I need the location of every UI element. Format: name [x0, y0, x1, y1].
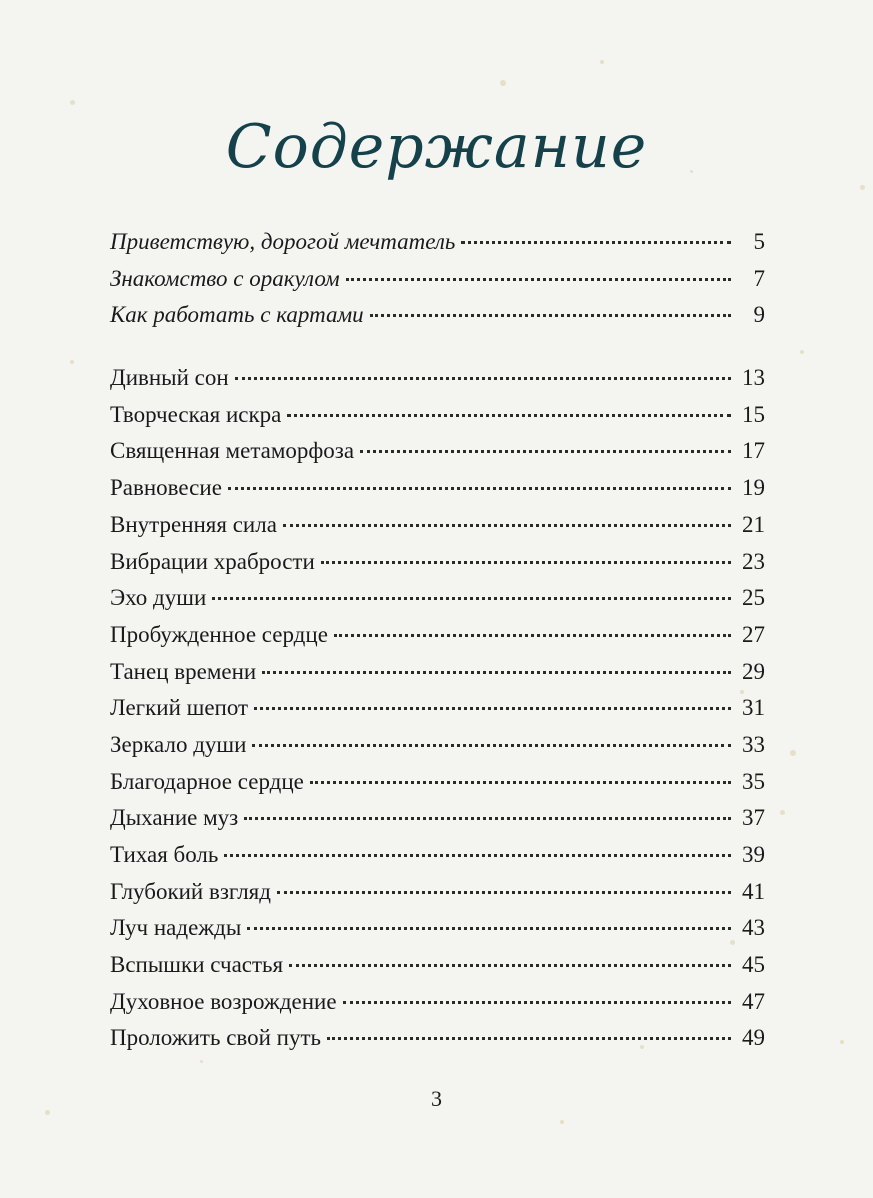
toc-entry[interactable]: [110, 952, 765, 989]
toc-entry-title: Зеркало души: [110, 731, 247, 757]
paper-speck: [600, 60, 604, 64]
toc-entry-title: Внутренняя сила: [110, 511, 277, 537]
toc-entry-page: 45: [742, 952, 765, 978]
page-title: Содержание: [225, 112, 648, 182]
cards-section: [110, 365, 765, 1062]
paper-speck: [790, 750, 796, 756]
toc-entry-page: 21: [742, 511, 765, 537]
toc-entry-title: Священная метаморфоза: [110, 438, 355, 464]
paper-speck: [780, 810, 785, 815]
paper-speck: [500, 80, 506, 86]
dot-leader: [360, 450, 731, 453]
dot-leader: [461, 241, 731, 244]
toc-entry-page: 23: [742, 548, 765, 574]
dot-leader: [327, 1037, 731, 1040]
toc-entry-page: 39: [742, 842, 765, 867]
toc-entry-title: Знакомство с оракулом: [110, 265, 340, 291]
toc-entry-page: 29: [742, 658, 765, 684]
toc-entry[interactable]: [110, 438, 765, 475]
toc-entry-page: 43: [742, 915, 765, 941]
toc-entry-page: 7: [753, 265, 765, 291]
toc-entry[interactable]: [110, 1025, 765, 1062]
toc-entry[interactable]: [110, 475, 765, 512]
toc-entry[interactable]: [110, 302, 765, 339]
dot-leader: [277, 891, 731, 894]
paper-speck: [560, 1120, 564, 1124]
toc-entry-page: 25: [742, 585, 765, 611]
toc-entry-title: Благодарное сердце: [110, 768, 304, 794]
toc-entry-page: 9: [753, 302, 765, 328]
dot-leader: [244, 817, 731, 820]
toc-entry[interactable]: [110, 915, 765, 952]
toc-entry[interactable]: [110, 512, 765, 549]
toc-entry[interactable]: [110, 989, 765, 1026]
toc-entry-page: 15: [742, 401, 765, 427]
dot-leader: [254, 707, 731, 710]
toc-entry-page: 27: [742, 621, 765, 647]
toc-entry-title: Духовное возрождение: [110, 988, 337, 1014]
toc-entry[interactable]: [110, 732, 765, 769]
toc-entry-title: Равновесие: [110, 475, 222, 501]
toc-entry[interactable]: [110, 549, 765, 586]
toc-entry-title: Дивный сон: [110, 365, 229, 391]
dot-leader: [262, 671, 731, 674]
toc-entry[interactable]: [110, 842, 765, 879]
dot-leader: [247, 927, 731, 930]
dot-leader: [287, 414, 731, 417]
dot-leader: [289, 964, 731, 967]
paper-speck: [840, 1040, 844, 1044]
dot-leader: [310, 781, 731, 784]
toc-entry-title: Дыхание муз: [110, 805, 239, 831]
toc-entry-title: Творческая искра: [110, 401, 282, 427]
toc-entry-title: Тихая боль: [110, 842, 219, 867]
toc-entry-title: Проложить свой путь: [110, 1025, 322, 1051]
toc-entry-title: Танец времени: [110, 658, 257, 684]
toc-entry[interactable]: [110, 622, 765, 659]
toc-entry-title: Луч надежды: [110, 915, 242, 941]
toc-entry-page: 31: [742, 695, 765, 721]
paper-speck: [860, 185, 865, 190]
dot-leader: [212, 597, 731, 600]
toc-entry-page: 47: [742, 988, 765, 1014]
paper-speck: [800, 350, 804, 354]
intro-section: [110, 229, 765, 339]
dot-leader: [235, 377, 731, 380]
toc-entry-page: 5: [753, 229, 765, 254]
dot-leader: [321, 561, 731, 564]
toc-entry-title: Вибрации храбрости: [110, 548, 315, 574]
page-number: 3: [431, 1086, 442, 1111]
section-spacer: [110, 339, 765, 365]
toc-entry[interactable]: [110, 585, 765, 622]
toc-entry-page: 17: [742, 438, 765, 464]
toc-entry-title: Вспышки счастья: [110, 952, 284, 978]
toc-entry[interactable]: [110, 769, 765, 806]
toc-entry-page: 49: [742, 1025, 765, 1051]
dot-leader: [343, 1001, 731, 1004]
toc-entry[interactable]: [110, 805, 765, 842]
toc-entry-title: Глубокий взгляд: [110, 878, 271, 904]
dot-leader: [283, 524, 731, 527]
toc-entry[interactable]: [110, 879, 765, 916]
toc-entry-title: Легкий шепот: [110, 695, 249, 721]
toc-entry-page: 41: [742, 878, 765, 904]
table-of-contents: [110, 229, 765, 1062]
dot-leader: [370, 314, 731, 317]
toc-entry-page: 19: [742, 475, 765, 501]
toc-entry[interactable]: [110, 402, 765, 439]
toc-entry-title: Эхо души: [110, 585, 207, 611]
toc-entry[interactable]: [110, 659, 765, 696]
toc-entry-title: Пробужденное сердце: [110, 621, 328, 647]
dot-leader: [346, 278, 731, 281]
toc-entry[interactable]: [110, 229, 765, 266]
dot-leader: [334, 634, 731, 637]
dot-leader: [252, 744, 731, 747]
toc-entry-page: 35: [742, 768, 765, 794]
paper-speck: [70, 360, 74, 364]
toc-entry-title: Приветствую, дорогой мечтатель: [110, 229, 456, 254]
paper-speck: [70, 100, 75, 105]
toc-entry[interactable]: [110, 695, 765, 732]
dot-leader: [228, 487, 731, 490]
toc-entry-page: 13: [742, 365, 765, 391]
toc-entry[interactable]: [110, 266, 765, 303]
toc-entry-page: 33: [742, 731, 765, 757]
toc-entry-title: Как работать с картами: [110, 302, 364, 328]
dot-leader: [224, 854, 731, 857]
toc-entry-page: 37: [742, 805, 765, 831]
toc-entry[interactable]: [110, 365, 765, 402]
